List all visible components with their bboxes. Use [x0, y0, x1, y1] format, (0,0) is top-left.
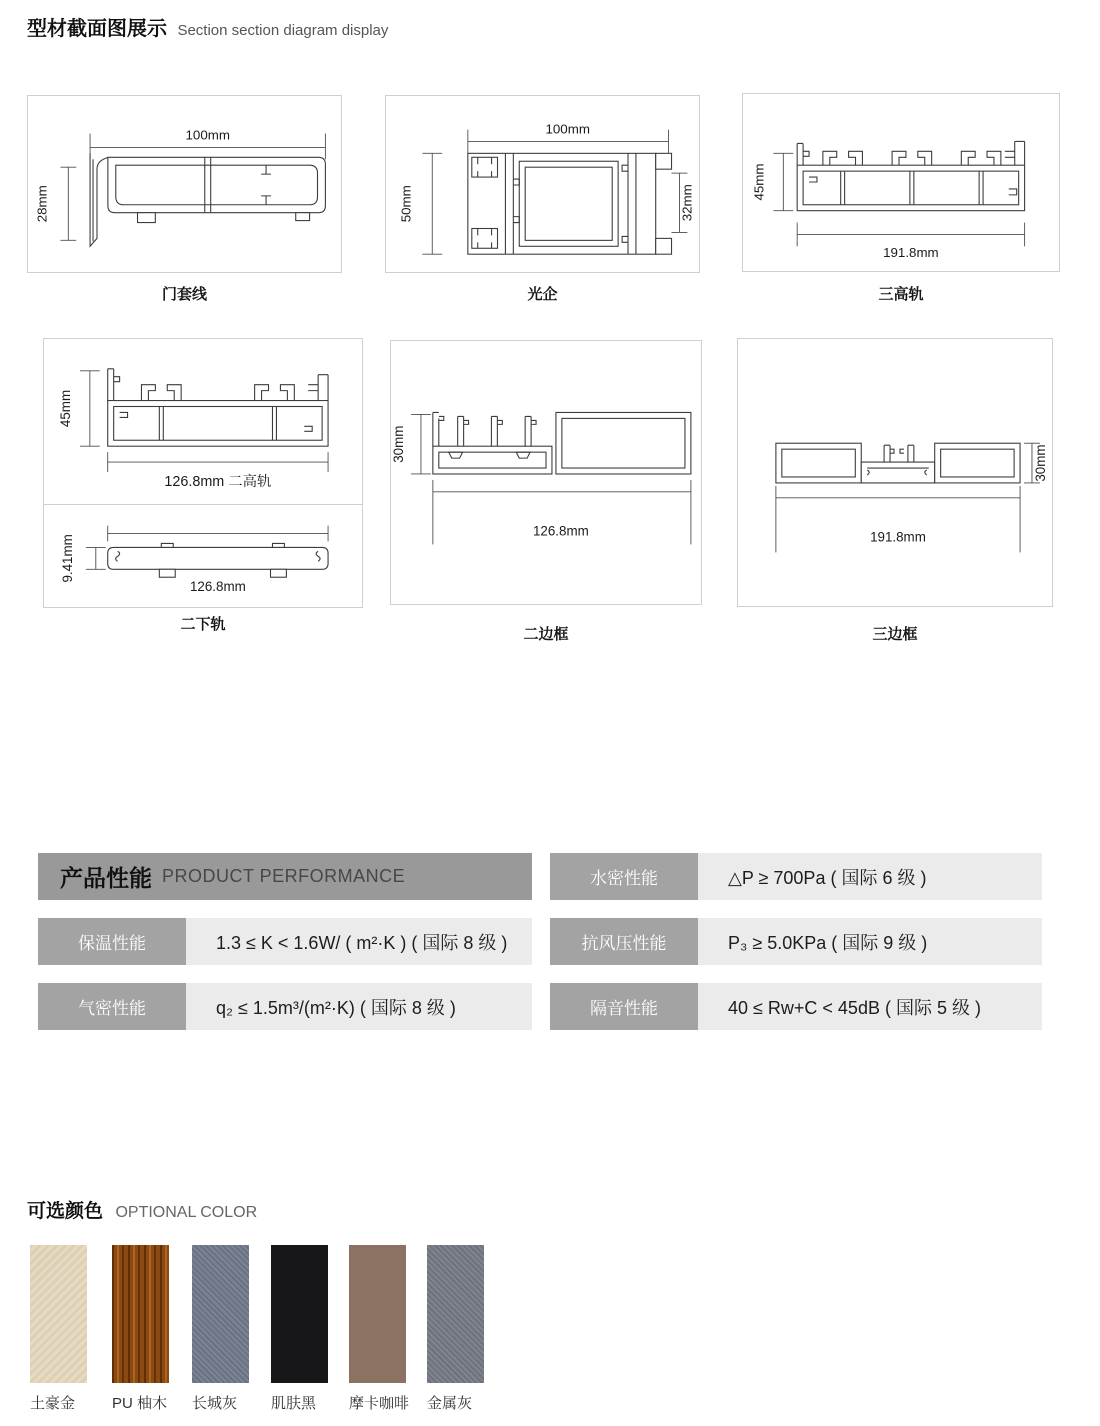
dim-label-left-upper: 45mm	[57, 389, 73, 428]
page-title-en: Section section diagram display	[177, 22, 389, 39]
color-swatch-greatwall-gray	[192, 1245, 249, 1383]
color-label-skin-black: 肌肤黑	[271, 1395, 317, 1412]
diagram-triple-high-track	[742, 93, 1060, 272]
perf-value-thermal-insulation: 1.3 ≤ K < 1.6W/ ( m²·K ) ( 国际 8 级 )	[186, 918, 532, 965]
color-label-mocha-coffee: 摩卡咖啡	[349, 1395, 410, 1412]
dim-label-right: 32mm	[679, 184, 695, 222]
diagram-glazing-stile	[385, 95, 700, 273]
page-title-zh: 型材截面图展示	[27, 18, 167, 40]
profile-drawing-double-side-frame	[391, 341, 701, 604]
perf-label-sound-insulation: 隔音性能	[550, 983, 698, 1030]
color-swatch-fill	[30, 1245, 87, 1383]
color-swatch-fill	[349, 1245, 406, 1383]
profile-drawing-door-casing	[28, 96, 341, 272]
optional-color-header-zh: 可选颜色	[27, 1201, 104, 1222]
perf-value-air-tightness: q₂ ≤ 1.5m³/(m²·K) ( 国际 8 级 )	[186, 983, 532, 1030]
dim-label-top: 100mm	[545, 121, 590, 137]
performance-header-en: PRODUCT PERFORMANCE	[162, 866, 406, 886]
dim-label-top: 100mm	[185, 127, 230, 143]
color-swatch-tuhao-gold	[30, 1245, 87, 1383]
color-label-greatwall-gray: 长城灰	[192, 1395, 238, 1412]
diagram-caption-double-bottom-track: 二下轨	[180, 616, 226, 633]
color-swatch-metal-gray	[427, 1245, 484, 1383]
dim-label-bottom-upper: 126.8mm 二高轨	[164, 473, 272, 490]
diagram-caption-triple-high-track: 三高轨	[878, 286, 924, 303]
dim-label-left: 50mm	[398, 185, 414, 223]
diagram-caption-glazing-stile: 光企	[527, 286, 558, 303]
diagram-triple-side-frame	[737, 338, 1053, 607]
color-swatch-fill	[271, 1245, 328, 1383]
color-label-tuhao-gold: 土豪金	[30, 1395, 76, 1412]
page-title	[27, 12, 388, 41]
performance-section-header	[38, 853, 532, 900]
dim-label-left: 28mm	[34, 185, 50, 223]
perf-label-air-tightness: 气密性能	[38, 983, 186, 1030]
color-swatch-fill	[112, 1245, 169, 1383]
dim-label-bottom: 191.8mm	[883, 245, 939, 261]
optional-color-header-en: OPTIONAL COLOR	[115, 1204, 258, 1221]
dim-label-bottom-lower: 126.8mm	[189, 579, 246, 595]
color-swatch-fill	[192, 1245, 249, 1383]
profile-drawing-glazing-stile	[386, 96, 699, 272]
profile-drawing-double-track	[44, 339, 362, 607]
profile-drawing-triple-side-frame	[738, 339, 1052, 606]
dim-label-right: 30mm	[1032, 444, 1048, 482]
diagram-double-side-frame	[390, 340, 702, 605]
dim-label-left: 30mm	[391, 425, 407, 463]
color-label-metal-gray: 金属灰	[427, 1395, 473, 1412]
color-swatch-pu-teak	[112, 1245, 169, 1383]
profile-drawing-triple-high-track	[743, 94, 1059, 271]
dim-label-bottom: 126.8mm	[533, 523, 589, 539]
perf-label-thermal-insulation: 保温性能	[38, 918, 186, 965]
performance-header-zh: 产品性能	[60, 865, 152, 891]
diagram-divider	[44, 504, 362, 505]
color-label-pu-teak: PU 柚木	[112, 1395, 168, 1412]
perf-label-water-tightness: 水密性能	[550, 853, 698, 900]
diagram-caption-double-side-frame: 二边框	[523, 626, 569, 643]
diagram-door-casing-line	[27, 95, 342, 273]
diagram-caption-door-casing-line: 门套线	[161, 286, 207, 303]
perf-label-wind-resistance: 抗风压性能	[550, 918, 698, 965]
perf-value-wind-resistance: P₃ ≥ 5.0KPa ( 国际 9 级 )	[698, 918, 1042, 965]
dim-label-left: 45mm	[751, 163, 767, 201]
diagram-caption-triple-side-frame: 三边框	[872, 626, 918, 643]
dim-label-bottom: 191.8mm	[870, 529, 926, 545]
perf-value-sound-insulation: 40 ≤ Rw+C < 45dB ( 国际 5 级 )	[698, 983, 1042, 1030]
optional-color-header	[27, 1196, 257, 1223]
color-swatch-fill	[427, 1245, 484, 1383]
color-swatch-skin-black	[271, 1245, 328, 1383]
diagram-double-track	[43, 338, 363, 608]
perf-value-water-tightness: △P ≥ 700Pa ( 国际 6 级 )	[698, 853, 1042, 900]
color-swatch-mocha-coffee	[349, 1245, 406, 1383]
dim-label-left-lower: 9.41mm	[59, 534, 75, 583]
